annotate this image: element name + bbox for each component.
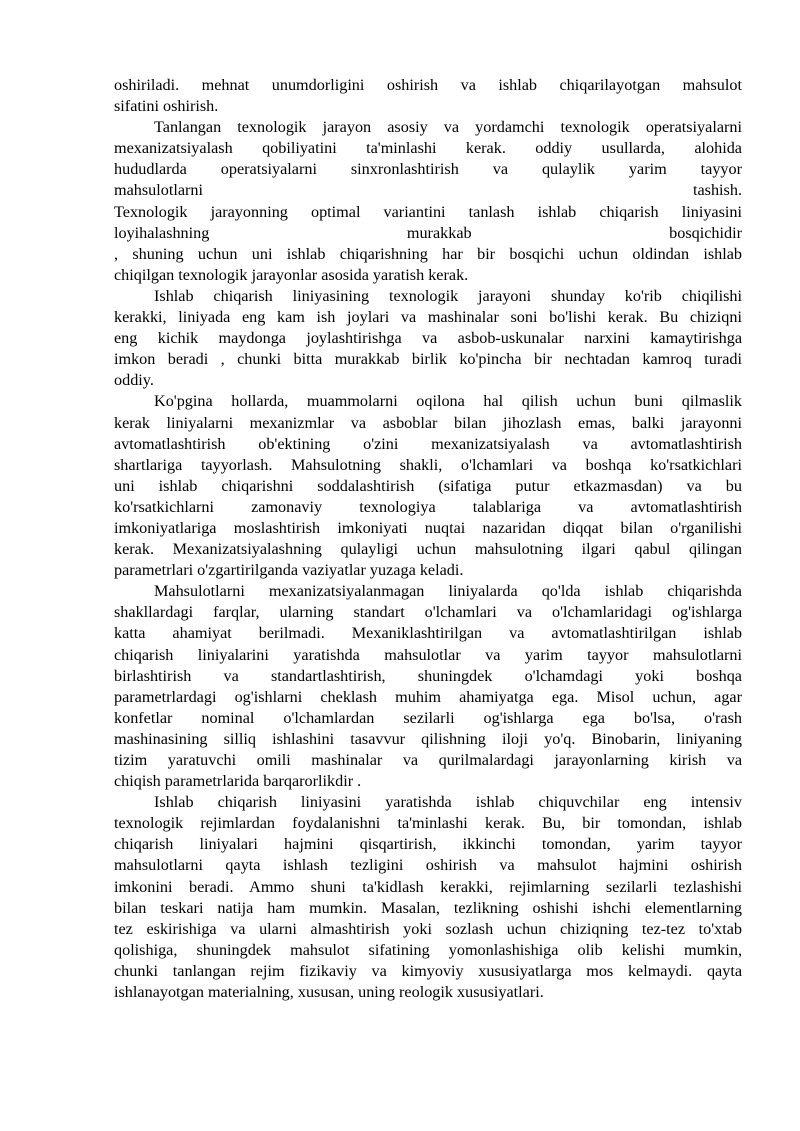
text-line: bilan teskari natija ham mumkin. Masalan, tezlikning oshishi ishchi elementlarning: [114, 898, 742, 917]
text-line: chiqish parametrlarida barqarorlikdir .: [114, 772, 362, 791]
text-line: chiqarish liniyalarini yaratishda mahsulotlar va yarim tayyor mahsulotlarni: [114, 645, 742, 664]
text-line: kerakki, liniyada eng kam ish joylari va mashinalar soni bo'lishi kerak. Bu chiziqni: [114, 308, 742, 327]
paragraph: [114, 581, 742, 792]
text-line: Ishlab chiqarish liniyasini yaratishda ishlab chiquvchilar eng intensiv: [154, 793, 742, 812]
paragraph: [114, 391, 742, 581]
text-line: birlashtirish va standartlashtirish, shuningdek o'lchamdagi yoki boshqa: [114, 666, 742, 685]
text-line: chiqilgan texnologik jarayonlar asosida yaratish kerak.: [114, 265, 469, 284]
text-line: mashinasining silliq ishlashini tasavvur qilishning iloji yo'q. Binobarin, liniyaning: [114, 729, 742, 748]
text-line: shartlariga tayyorlash. Mahsulotning shakli, o'lchamlari va boshqa ko'rsatkichlari: [114, 455, 742, 474]
text-line: tizim yaratuvchi omili mashinalar va qurilmalardagi jarayonlarning kirish va: [114, 751, 742, 769]
text-line: Texnologik jarayonning optimal variantini tanlash ishlab chiqarish liniyasini: [114, 202, 742, 221]
text-line: kerak. Mexanizatsiyalashning qulayligi uchun mahsulotning ilgari qabul qilingan: [114, 540, 742, 559]
paragraph: [114, 75, 742, 117]
paragraph: [114, 286, 742, 391]
text-line: shakllardagi farqlar, ularning standart o'lchamlari va o'lchamlaridagi og'ishlarga: [114, 603, 742, 622]
text-line: chunki tanlangan rejim fizikaviy va kimyoviy xususiyatlarga mos kelmaydi. qayta: [114, 961, 742, 980]
text-line: Tanlangan texnologik jarayon asosiy va yordamchi texnologik operatsiyalarni: [154, 118, 742, 137]
text-line: texnologik rejimlardan foydalanishni ta'minlashi kerak. Bu, bir tomondan, ishlab: [114, 814, 742, 833]
text-line: loyihalashning murakkab bosqichidir: [114, 223, 742, 242]
text-line: konfetlar nominal o'lchamlardan sezilarli og'ishlarga ega bo'lsa, o'rash: [114, 708, 742, 727]
paragraph: [114, 117, 742, 286]
text-line: parametrlardagi og'ishlarni cheklash muhim ahamiyatga ega. Misol uchun, agar: [114, 687, 742, 706]
text-line: Mahsulotlarni mexanizatsiyalanmagan liniyalarda qo'lda ishlab chiqarishda: [154, 582, 742, 601]
text-line: , shuning uchun uni ishlab chiqarishning har bir bosqichi uchun oldindan ishlab: [114, 244, 742, 263]
text-line: hududlarda operatsiyalarni sinxronlashtirish va qulaylik yarim tayyor: [114, 160, 742, 179]
text-line: oddiy.: [114, 371, 154, 390]
document-body: [114, 75, 742, 1003]
text-line: uni ishlab chiqarishni soddalashtirish (sifatiga putur etkazmasdan) va bu: [114, 476, 742, 495]
text-line: ko'rsatkichlarni zamonaviy texnologiya talablariga va avtomatlashtirish: [114, 497, 742, 516]
text-line: tez eskirishiga va ularni almashtirish yoki sozlash uchun chiziqning tez-tez to'xtab: [114, 919, 742, 938]
text-line: qolishiga, shuningdek mahsulot sifatining yomonlashishiga olib kelishi mumkin,: [114, 940, 742, 959]
text-line: imkonini beradi. Ammo shuni ta'kidlash kerakki, rejimlarning sezilarli tezlashishi: [114, 877, 742, 896]
text-line: parametrlari o'zgartirilganda vaziyatlar yuzaga keladi.: [114, 561, 464, 580]
text-line: chiqarish liniyalari hajmini qisqartirish, ikkinchi tomondan, yarim tayyor: [114, 835, 742, 854]
text-line: mexanizatsiyalash qobiliyatini ta'minlashi kerak. oddiy usullarda, alohida: [114, 139, 742, 158]
text-line: Ko'pgina hollarda, muammolarni oqilona hal qilish uchun buni qilmaslik: [154, 392, 742, 411]
text-line: avtomatlashtirish ob'ektining o'zini mexanizatsiyalash va avtomatlashtirish: [114, 434, 742, 453]
text-line: ishlanayotgan materialning, xususan, uning reologik xususiyatlari.: [114, 983, 544, 1002]
text-line: sifatini oshirish.: [114, 97, 219, 116]
text-line: imkon beradi , chunki bitta murakkab birlik ko'pincha bir nechtadan kamroq turadi: [114, 350, 742, 369]
text-line: eng kichik maydonga joylashtirishga va asbob-uskunalar narxini kamaytirishga: [114, 329, 742, 348]
text-line: katta ahamiyat berilmadi. Mexaniklashtirilgan va avtomatlashtirilgan ishlab: [114, 624, 742, 643]
text-line: oshiriladi. mehnat unumdorligini oshirish va ishlab chiqarilayotgan mahsulot: [114, 76, 742, 94]
text-line: Ishlab chiqarish liniyasining texnologik jarayoni shunday ko'rib chiqilishi: [154, 286, 742, 305]
text-line: kerak liniyalarni mexanizmlar va asboblar bilan jihozlash emas, balki jarayonni: [114, 413, 742, 432]
paragraph: [114, 792, 742, 1003]
text-line: mahsulotlarni tashish.: [114, 181, 742, 200]
text-line: imkoniyatlariga moslashtirish imkoniyati nuqtai nazaridan diqqat bilan o'rganilishi: [114, 518, 742, 537]
text-line: mahsulotlarni qayta ishlash tezligini oshirish va mahsulot hajmini oshirish: [114, 856, 742, 875]
